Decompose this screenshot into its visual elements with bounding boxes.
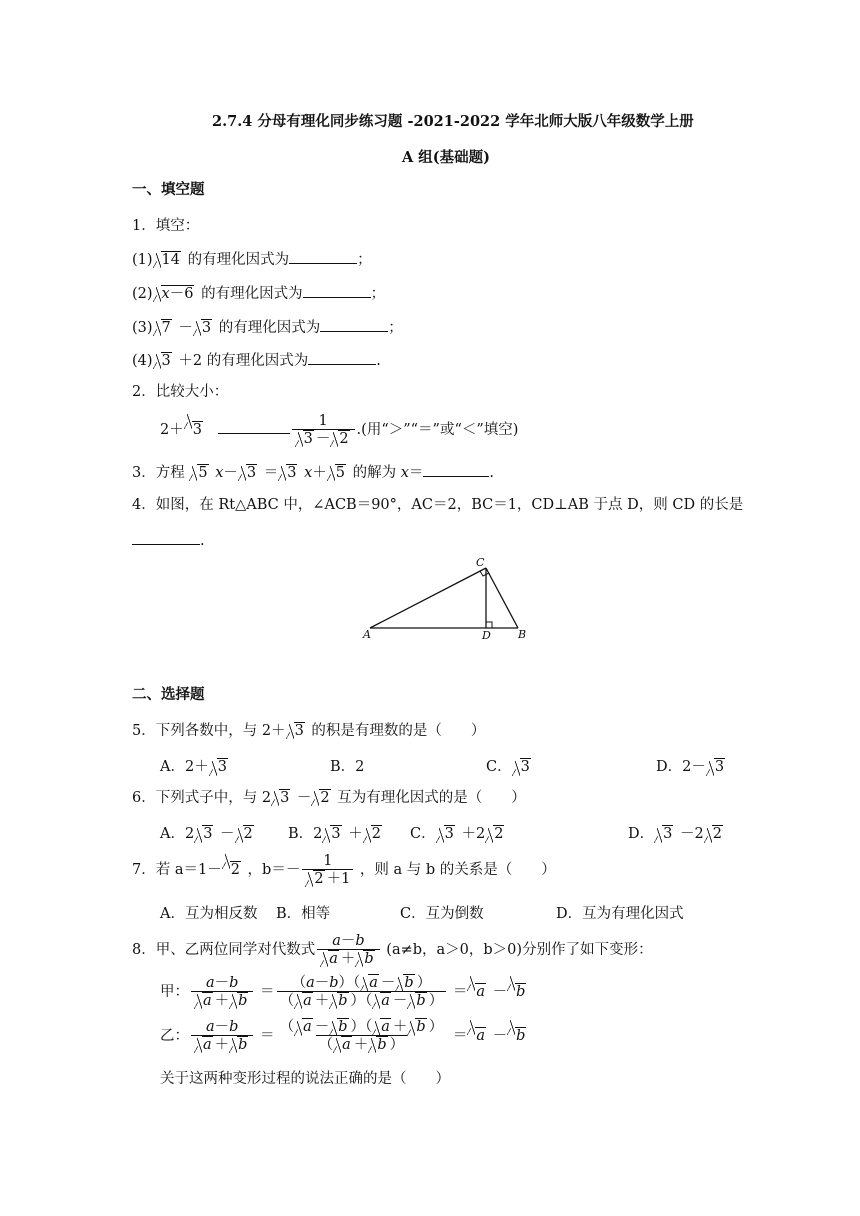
q5-option-a[interactable]: A．2＋ 3: [160, 759, 227, 775]
q8-jia-derivation: 甲： $\frac{a-b}{a + b}$ ＝ $\frac{(a-b)( a - b )}{( a + b )( a - b )}$ ＝ a － b: [160, 974, 526, 1009]
q1-part3: (3) 7 － 3 的有理化因式为 ；: [132, 317, 403, 337]
q7-option-a[interactable]: A．互为相反数: [160, 906, 258, 922]
q7-option-b[interactable]: B．相等: [276, 906, 331, 922]
q1-part1: (1) 14 的有理化因式为 ；: [132, 249, 372, 269]
q5-stem: 5．下列各数中，与 2＋ 3 的积是有理数的是（ ）: [132, 723, 486, 739]
q2-fraction: $\frac{1}{3 - 2}$: [292, 413, 355, 448]
q8-expression: $\frac{a-b}{a + b}$: [317, 933, 379, 968]
section-fill-blank: 一、填空题: [132, 181, 205, 198]
q1-part4: (4) 3 ＋2 的有理化因式为 .: [132, 350, 381, 370]
q2-compare: 2＋ 3 $\frac{1}{3 - 2}$ .(用“＞”“＝”或“＜”填空): [160, 412, 519, 447]
q4-stem: 4．如图，在 Rt△ABC 中，∠ACB＝90°，AC＝2，BC＝1，CD⊥AB 于点 D，则 CD 的长是: [132, 497, 744, 513]
q5-option-c[interactable]: C． 3: [486, 759, 530, 775]
q6-option-a[interactable]: A．2 3 － 2: [160, 826, 253, 842]
q8-stem: 8．甲、乙两位同学对代数式 $\frac{a-b}{a + b}$ (a≠b，a＞0，b＞0)分别作了如下变形：: [132, 932, 653, 967]
label-c: C: [476, 556, 485, 569]
triangle-figure: [360, 552, 540, 644]
document-title: 2.7.4 分母有理化同步练习题 -2021-2022 学年北师大版八年级数学上册: [212, 113, 694, 130]
q3-equation: 3．方程 5 x－ 3 ＝ 3 x＋ 5 的解为 x＝ .: [132, 462, 494, 482]
q6-option-c[interactable]: C． 3 ＋2 2: [410, 826, 504, 842]
right-angle-mark-d: [486, 622, 492, 628]
q5-option-b[interactable]: B．2: [330, 759, 365, 775]
q6-option-d[interactable]: D． 3 －2 2: [628, 826, 722, 842]
q7-option-d[interactable]: D．互为有理化因式: [556, 906, 684, 922]
q7-option-c[interactable]: C．互为倒数: [400, 906, 484, 922]
q1-part2: (2) x－6 的有理化因式为 ；: [132, 283, 385, 303]
section-multiple-choice: 二、选择题: [132, 686, 205, 703]
q1-stem: 1．填空：: [132, 218, 200, 234]
q7-fraction: $\frac{1}{2 +1}$: [302, 853, 353, 888]
group-title: A 组(基础题): [402, 149, 491, 166]
q6-option-b[interactable]: B．2 3 ＋ 2: [288, 826, 381, 842]
q4-answer-line: .: [132, 530, 205, 550]
side-ac: [370, 568, 486, 628]
q2-stem: 2．比较大小：: [132, 384, 229, 400]
label-d: D: [482, 629, 491, 642]
q8-question: 关于这两种变形过程的说法正确的是（ ）: [160, 1071, 450, 1087]
q7-stem: 7．若 a＝1－ 2 ，b＝－ $\frac{1}{2 +1}$ ，则 a 与 b 的关系是（ ）: [132, 852, 556, 887]
q8-yi-derivation: 乙： $\frac{a-b}{a + b}$ ＝ $\frac{( a - b )( a + b )}{( a + b )}$ ＝ a － b: [160, 1018, 526, 1053]
q5-option-d[interactable]: D．2－ 3: [656, 759, 725, 775]
side-bc: [486, 568, 518, 628]
q6-stem: 6．下列式子中，与 2 3 － 2 互为有理化因式的是（ ）: [132, 790, 526, 806]
label-b: B: [518, 628, 527, 641]
label-a: A: [363, 628, 371, 641]
